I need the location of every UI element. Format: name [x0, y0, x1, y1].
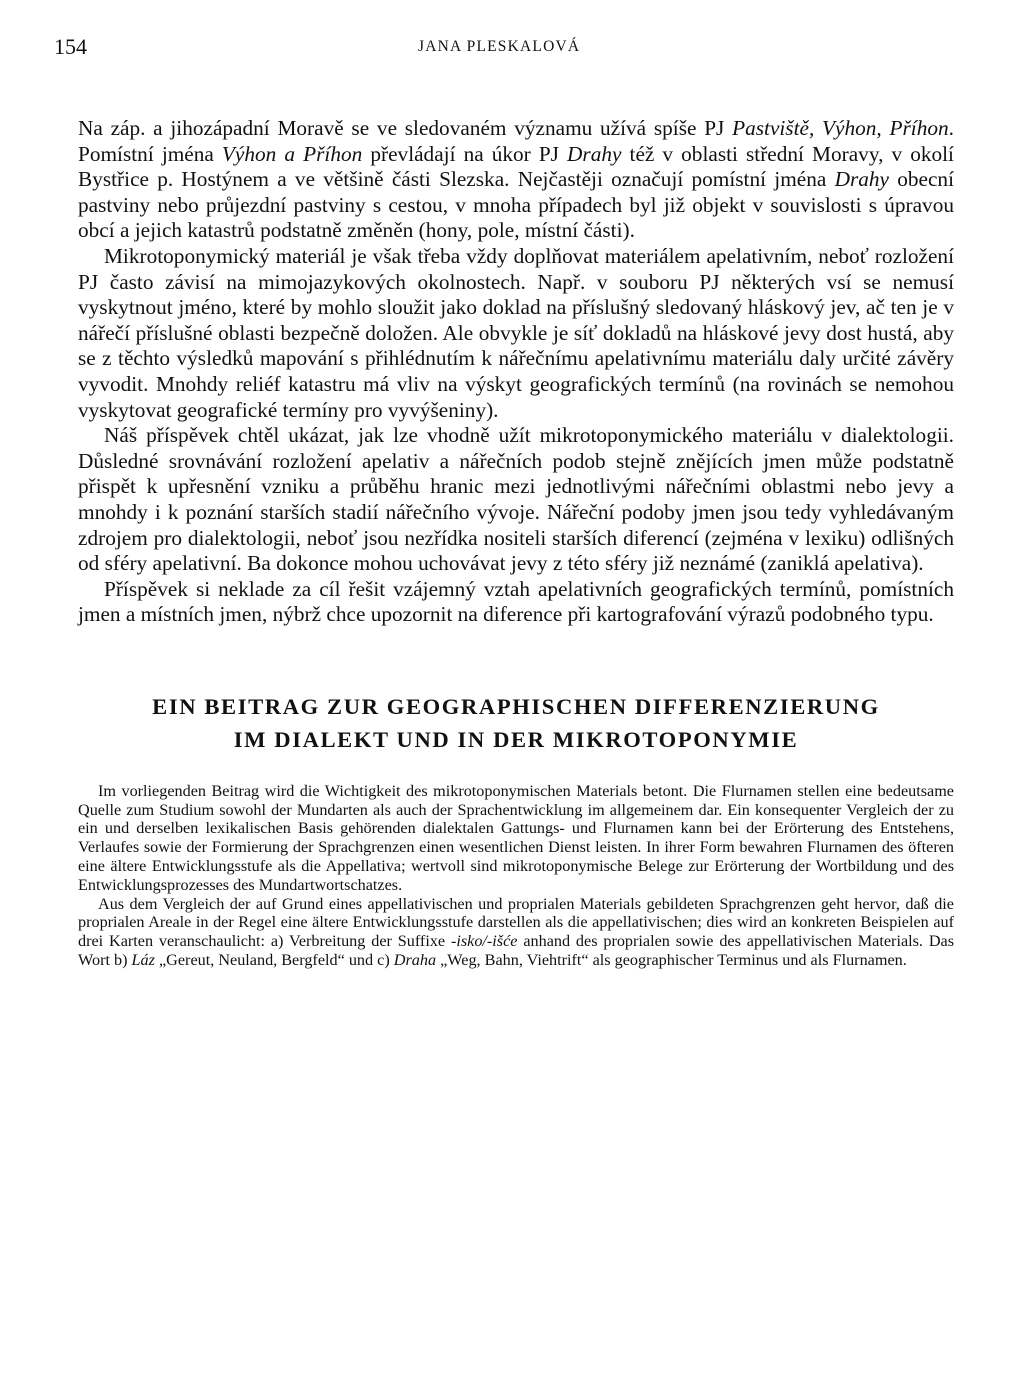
place-names: Výhon a Příhon: [221, 141, 363, 166]
title-line: IM DIALEKT UND IN DER MIKROTOPONYMIE: [233, 726, 799, 752]
text-run: Na záp. a jihozápadní Moravě se ve sledovaném významu užívá spíše PJ: [78, 116, 733, 140]
text-run: obecní pastviny nebo průjezdní pastviny s cestou, v mnoha případech byl již objekt v souvislosti s úpravou obcí a jejich katastrů podstatně změněn (hony, pole, místní části).: [78, 167, 954, 243]
paragraph: Im vorliegenden Beitrag wird die Wichtigkeit des mikrotoponymischen Materials betont. Die Flurnamen stellen eine bedeutsame Quelle zum Studium sowohl der Mundarten als auch der Sprachentwicklung im allgemeinem dar. Ein konsequenter Vergleich der zu ein und derselben lexikalischen Basis gehörenden dialektalen Gattungs- und Flurnamen kann bei der Erörterung des Entstehens, Verlaufes sowie der Formierung der Sprachgrenzen einen wesentlichen Dienst leisten. In ihrer Form bewahren Flurnamen des öfteren eine ältere Entwicklungsstufe als die Appellativa; wertvoll sind mikrotoponymische Belege zur Erörterung der Wortbildung und des Entwicklungsprozesses des Mundartwortschatzes.: [78, 781, 954, 894]
text-run: . Pomístní jména: [78, 116, 954, 166]
text-run: anhand des proprialen sowie des appellativischen Materials. Das Wort b): [78, 932, 954, 970]
term: Láz: [131, 951, 155, 970]
suffix-term: -isko/-išće: [450, 932, 518, 951]
paragraph: [78, 116, 954, 244]
german-summary: [78, 782, 954, 970]
place-name: Drahy: [834, 167, 889, 192]
paragraph: Náš příspěvek chtěl ukázat, jak lze vhodně užít mikrotoponymického materiálu v dialektologii. Důsledné srovnávání rozložení apelativ a nářečních podob stejně znějících jmen může podstatně přispět k upřesnění vzniku a průběhu hranic mezi jednotlivými nářečními oblastmi nebo jevy a mnohdy i k poznání starších stadií nářečního vývoje. Nářeční podoby jmen jsou tedy vyhledávaným zdrojem pro dialektologii, neboť jsou nezřídka nositeli starších diferencí (zejména v lexiku) odlišných od sféry apelativní. Ba dokonce mohou uchovávat jevy z této sféry již neznámé (zaniklá apelativa).: [78, 423, 954, 576]
page-number: 154: [54, 34, 87, 59]
term: Draha: [393, 951, 437, 970]
german-summary-title: [78, 690, 954, 756]
text-run: „Weg, Bahn, Viehtrift“ als geographischer Terminus und als Flurnamen.: [436, 951, 907, 970]
page-header: [54, 28, 954, 68]
text-run: „Gereut, Neuland, Bergfeld“ und c): [154, 951, 394, 970]
czech-body: [78, 116, 954, 628]
page: [54, 28, 954, 970]
text-run: převládají na úkor PJ: [362, 141, 568, 166]
place-names: Pastviště, Výhon, Příhon: [732, 116, 949, 140]
place-name: Drahy: [567, 141, 622, 166]
running-head: JANA PLESKALOVÁ: [418, 38, 581, 55]
title-line: EIN BEITRAG ZUR GEOGRAPHISCHEN DIFFERENZIERUNG: [152, 693, 880, 719]
paragraph: Mikrotoponymický materiál je však třeba vždy doplňovat materiálem apelativním, neboť rozložení PJ často závisí na mimojazykových okolnostech. Např. v souboru PJ některých vsí se nemusí vyskytnout jméno, které by mohlo sloužit jako doklad na příslušný sledovaný hláskový jev, ač ten je v nářečí příslušné oblasti bezpečně doložen. Ale obvykle je síť dokladů na hláskové jevy dost hustá, aby se z těchto výsledků mapování s přihlédnutím k nářečnímu apelativnímu materiálu daly určité závěry vyvodit. Mnohdy reliéf katastru má vliv na výskyt geografických termínů (na rovinách se nemohou vyskytovat geografické termíny pro vyvýšeniny).: [78, 243, 954, 422]
paragraph: [78, 895, 954, 970]
text-run: též v oblasti střední Moravy, v okolí Bystřice p. Hostýnem a ve většině části Slezska. Nejčastěji označují pomístní jména: [78, 141, 954, 192]
text-run: Aus dem Vergleich der auf Grund eines appellativischen und proprialen Materials gebildeten Sprachgrenzen geht hervor, daß die proprialen Areale in der Regel eine ältere Entwicklungsstufe darstellen als die appellativischen; dies wird an konkreten Beispielen auf drei Karten veranschaulicht: a) Verbreitung der Suffixe: [78, 894, 954, 951]
paragraph: Příspěvek si neklade za cíl řešit vzájemný vztah apelativních geografických termínů, pomístních jmen a místních jmen, nýbrž chce upozornit na diference při kartografování výrazů podobného typu.: [78, 576, 954, 627]
